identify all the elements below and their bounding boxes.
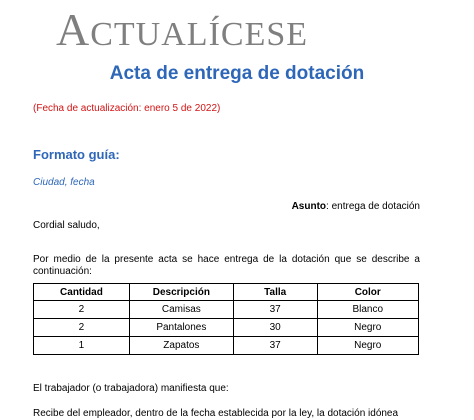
table-header-row [34, 284, 419, 301]
table-row [34, 301, 419, 319]
subject-value: : entrega de dotación [326, 201, 420, 212]
update-date-note: (Fecha de actualización: enero 5 de 2022) [33, 103, 221, 114]
city-date-placeholder: Ciudad, fecha [33, 177, 95, 188]
table-cell: Zapatos [129, 337, 233, 355]
receive-statement: Recibe del empleador, dentro de la fecha establecida por la ley, la dotación idónea [33, 408, 399, 419]
format-heading: Formato guía: [33, 147, 120, 162]
table-cell: 37 [233, 337, 317, 355]
greeting: Cordial saludo, [33, 220, 100, 231]
table-cell: Blanco [317, 301, 418, 319]
table-cell: Negro [317, 337, 418, 355]
subject-label: Asunto [291, 201, 327, 212]
subject-line [292, 200, 420, 213]
table-cell: Pantalones [129, 319, 233, 337]
document-title: Acta de entrega de dotación [109, 63, 365, 84]
table-cell: 2 [34, 319, 130, 337]
worker-statement: El trabajador (o trabajadora) manifiesta que: [33, 383, 229, 394]
column-header-quantity: Cantidad [34, 284, 130, 301]
table-cell: Negro [317, 319, 418, 337]
table-row [34, 319, 419, 337]
table-cell: 30 [233, 319, 317, 337]
brand-logo: ACTUALÍCESE [56, 4, 309, 55]
column-header-size: Talla [233, 284, 317, 301]
column-header-description: Descripción [129, 284, 233, 301]
table-cell: 2 [34, 301, 130, 319]
table-row [34, 337, 419, 355]
table-cell: 37 [233, 301, 317, 319]
delivery-table [33, 283, 419, 355]
column-header-color: Color [317, 284, 418, 301]
intro-paragraph: Por medio de la presente acta se hace entrega de la dotación que se describe a continuación: [33, 254, 420, 277]
table-cell: 1 [34, 337, 130, 355]
table-cell: Camisas [129, 301, 233, 319]
